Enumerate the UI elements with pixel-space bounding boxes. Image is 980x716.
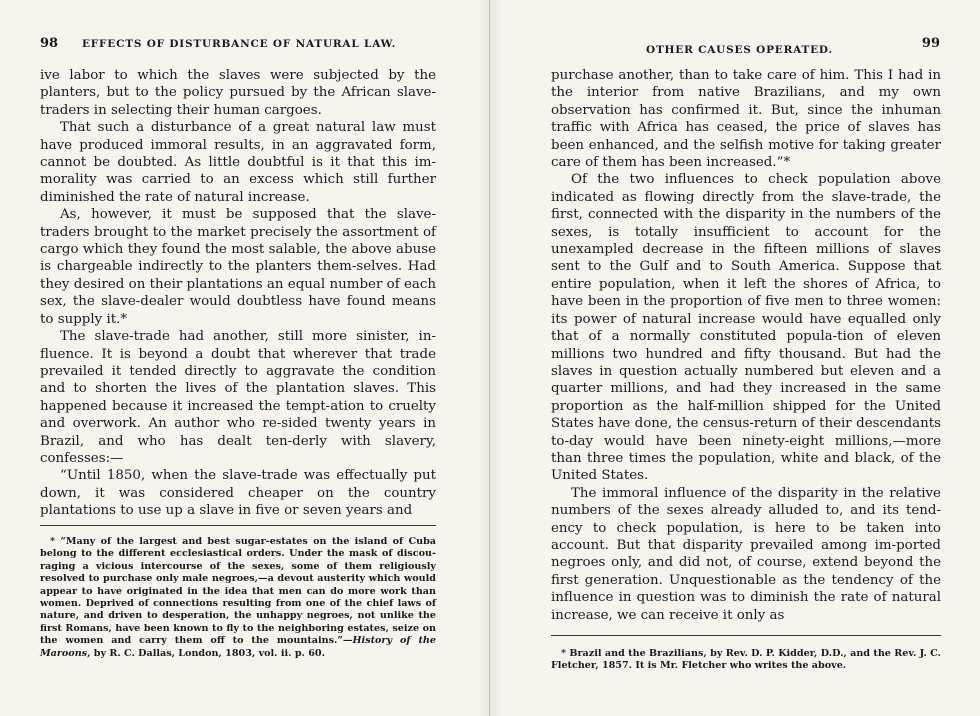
left-paragraph-1: ive labor to which the slaves were subjected by the planters, but to the policy pursued by the African slave-traders in selecting their human cargoes. <box>40 68 436 118</box>
left-page-number: 98 <box>40 36 59 51</box>
left-paragraph-5: “Until 1850, when the slave-trade was effectually put down, it was considered cheaper on the country plantations to use up a slave in five or seven years and <box>40 468 436 519</box>
left-paragraph-4: The slave-trade had another, still more sinister, in-fluence. It is beyond a doubt that wherever that trade prevailed it tended directly to aggravate the condition and to shorten the lives of the plantation slaves. This happened because it increased the tempt-ation to cruelty and overwork. An author who re-sided twenty years in Brazil, and who has dealt ten-derly with slavery, confesses:— <box>40 329 436 466</box>
left-paragraph-2: That such a disturbance of a great natural law must have produced immoral results, in an aggravated form, cannot be doubted. As little doubtful is it that this im-morality was carried to an excess which still further diminished the rate of natural increase. <box>40 120 436 205</box>
left-footnote-tail: , by R. C. Dallas, London, 1803, vol. ii. p. 60. <box>87 647 325 659</box>
right-footnote <box>551 648 941 673</box>
right-running-head-title: OTHER CAUSES OPERATED. <box>646 44 833 56</box>
left-running-header <box>40 38 440 54</box>
right-footnote-text: * Brazil and the Brazilians, by Rev. D. P. Kidder, D.D., and the Rev. J. C. Fletcher, 1857. It is Mr. Fletcher who writes the above. <box>551 648 941 672</box>
right-footnote-rule <box>551 635 941 636</box>
right-paragraph-3: The immoral influence of the disparity in the relative numbers of the sexes already alluded to, and its tend-ency to check population, is here to be taken into account. But that disparity prevailed among im-ported negroes only, and did not, of course, extend beyond the first generation. Unquestionable as the tendency of the influence in question was to diminish the rate of natural increase, we can receive it only as <box>551 485 941 623</box>
left-footnote-source: History of the Maroons <box>40 635 436 659</box>
book-gutter-shadow <box>478 0 502 716</box>
left-paragraph-3: As, however, it must be supposed that the slave-traders brought to the market precisely the assortment of cargo which they found the most salable, the above abuse is chargeable indirectly to the planters them-selves. Had they desired on their plantations an equal number of each sex, the slave-dealer would doubtless have found means to supply it.* <box>40 207 436 327</box>
right-body-text <box>551 67 941 624</box>
right-running-header <box>550 38 940 54</box>
left-footnote-text: * “Many of the largest and best sugar-estates on the island of Cuba belong to the different ecclesiastical orders. Under the mask of discou-raging a vicious intercourse of the sexes, some of them religiously resolved to purchase only male negroes,—a devout austerity which would appear to have originated in the idea that men can do more work than women. Deprived of connections resulting from one of the chief laws of nature, and driven to desperation, the unhappy negroes, not unlike the first Romans, have been known to fly to the neighboring estates, seize on the women and carry them off to the mountains.”— <box>40 536 436 647</box>
left-footnote-rule <box>40 525 436 526</box>
right-paragraph-1: purchase another, than to take care of him. This I had in the interior from native Brazilians, and my own observation has confirmed it. But, since the inhuman traffic with Africa has ceased, the price of slaves has been enhanced, and the selfish motive for taking greater care of them has been increased.”* <box>551 68 941 171</box>
left-running-head-title: EFFECTS OF DISTURBANCE OF NATURAL LAW. <box>82 38 397 50</box>
right-page-number: 99 <box>921 36 940 51</box>
right-paragraph-2: Of the two influences to check population above indicated as flowing directly from the slave-trade, the first, connected with the disparity in the numbers of the sexes, is totally insufficient to account for the unexampled decrease in the fifteen millions of slaves sent to the Gulf and to South America. Suppose that entire population, when it left the shores of Africa, to have been in the proportion of five men to three women: its power of natural increase would have equalled only that of a normally constituted popula-tion of eleven millions two hundred and fifty thousand. But had the slaves in question actually numbered but eleven and a quarter millions, and had they increased in the same proportion as the half-million shipped for the United States have done, the census-return of their descendants to-day would have been ninety-eight millions,—more than three times the population, white and black, of the United States. <box>551 172 941 484</box>
left-footnote <box>40 536 436 660</box>
left-body-text <box>40 67 436 520</box>
right-page <box>490 0 980 716</box>
